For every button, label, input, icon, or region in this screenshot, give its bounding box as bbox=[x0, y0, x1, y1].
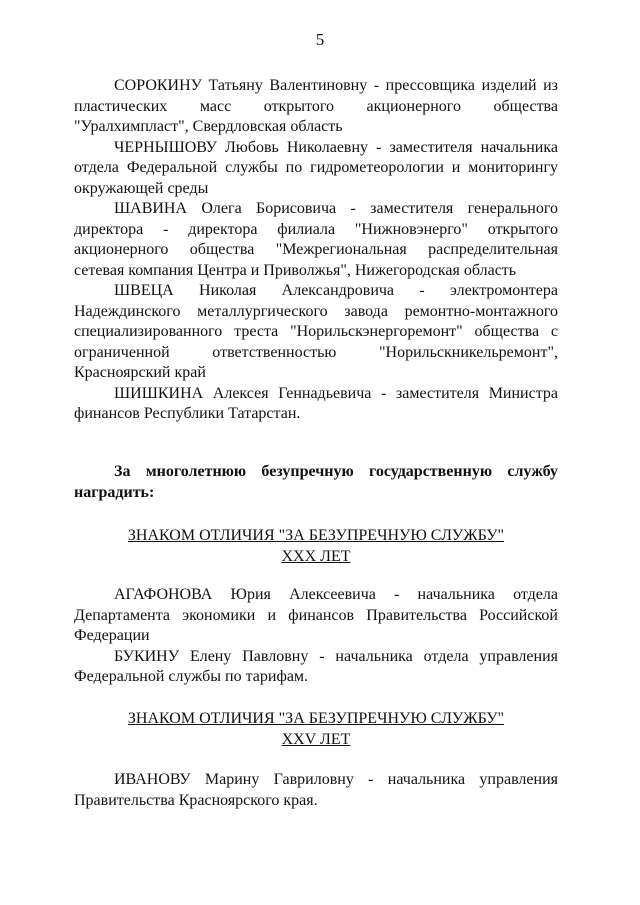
award-intro: За многолетнюю безупречную государственную службу наградить: bbox=[74, 463, 558, 501]
award-intro-block bbox=[74, 462, 558, 503]
award-list-25 bbox=[74, 770, 558, 811]
award-list-top bbox=[74, 76, 558, 425]
entry-shavin: ШАВИНА Олега Борисовича - заместителя генерального директора - директора филиала "Нижновэнерго" открытого акционерного общества "Межрегиональная распределительная сетевая компания Центра и Приволжья", Нижегородская область bbox=[74, 200, 558, 279]
award-years-30: XXX ЛЕТ bbox=[281, 548, 351, 565]
award-years-25: XXV ЛЕТ bbox=[281, 731, 351, 748]
entry-agafonov: АГАФОНОВА Юрия Алексеевича - начальника отдела Департамента экономики и финансов Правительства Российской Федерации bbox=[74, 586, 558, 644]
award-title-25: ЗНАКОМ ОТЛИЧИЯ "ЗА БЕЗУПРЕЧНУЮ СЛУЖБУ" bbox=[127, 710, 505, 727]
entry-ivanova: ИВАНОВУ Марину Гавриловну - начальника управления Правительства Красноярского края. bbox=[74, 771, 558, 809]
page-number: 5 bbox=[315, 30, 325, 49]
award-heading-25 bbox=[74, 708, 558, 750]
entry-shvets: ШВЕЦА Николая Александровича - электромонтера Надеждинского металлургического завода ремонтно-монтажного специализированного треста "Норильскэнергоремонт" общества с ограниченной ответственностью "Норильскникельремонт", Красноярский край bbox=[74, 282, 558, 381]
entry-shishkin: ШИШКИНА Алексея Геннадьевича - заместителя Министра финансов Республики Татарстан. bbox=[74, 384, 558, 422]
award-heading-30 bbox=[74, 525, 558, 567]
entry-bukina: БУКИНУ Елену Павловну - начальника отдела управления Федеральной службы по тарифам. bbox=[74, 647, 558, 685]
entry-chernyshova: ЧЕРНЫШОВУ Любовь Николаевну - заместителя начальника отдела Федеральной службы по гидрометеорологии и мониторингу окружающей среды bbox=[74, 138, 558, 197]
award-title-30: ЗНАКОМ ОТЛИЧИЯ "ЗА БЕЗУПРЕЧНУЮ СЛУЖБУ" bbox=[127, 527, 505, 544]
award-list-30 bbox=[74, 585, 558, 688]
entry-sorokina: СОРОКИНУ Татьяну Валентиновну - прессовщика изделий из пластических масс открытого акционерного общества "Уралхимпласт", Свердловская область bbox=[74, 77, 558, 135]
